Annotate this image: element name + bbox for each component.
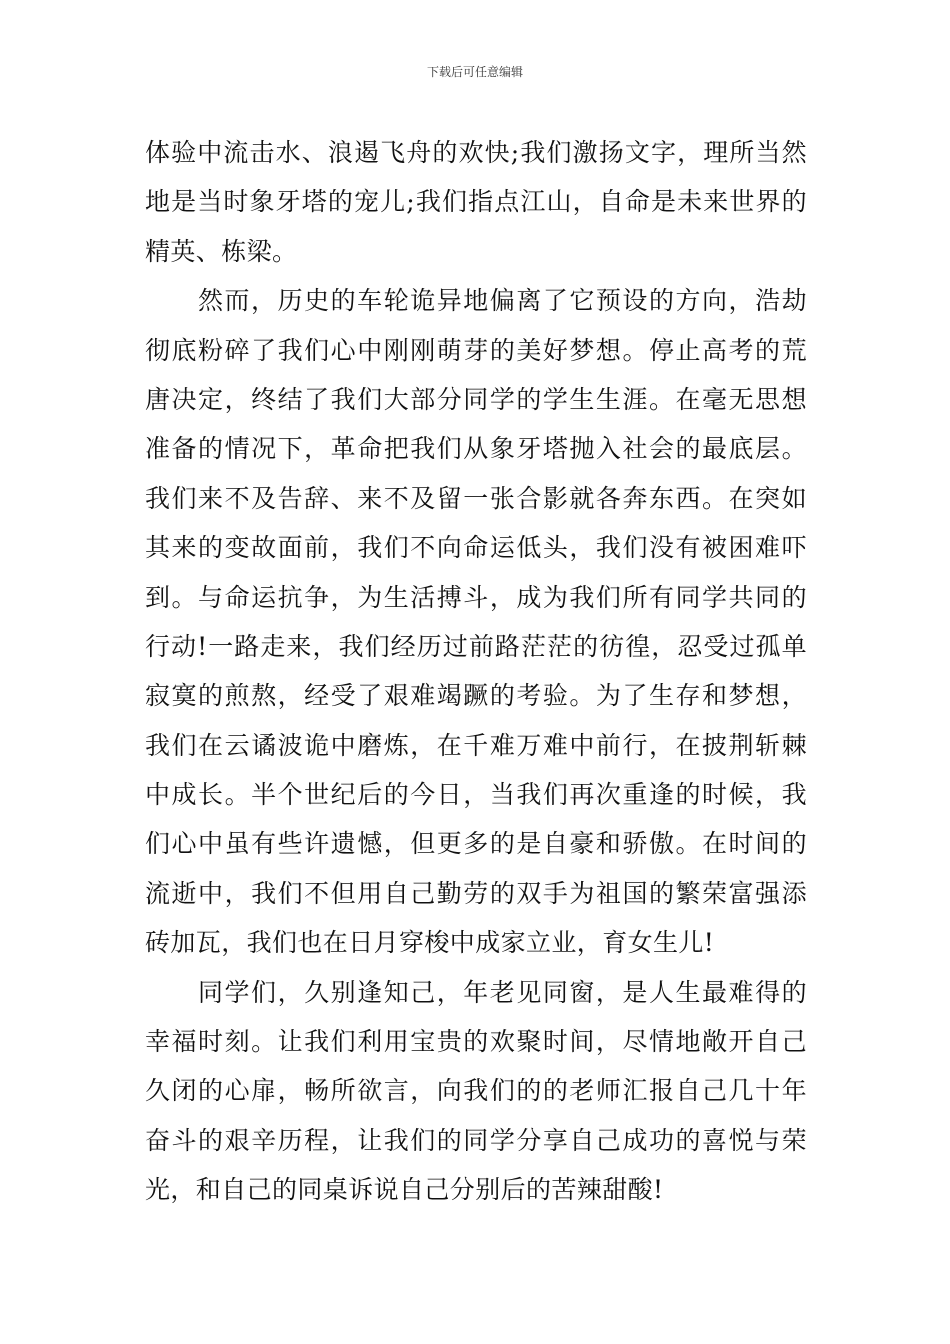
text-line: 流逝中，我们不但用自己勤劳的双手为祖国的繁荣富强添 xyxy=(145,878,807,908)
paragraph xyxy=(145,128,807,276)
text-line: 行动!一路走来，我们经历过前路茫茫的彷徨，忍受过孤单 xyxy=(145,631,807,661)
paragraph xyxy=(145,276,807,967)
text-line: 准备的情况下，革命把我们从象牙塔抛入社会的最底层。 xyxy=(145,434,807,464)
text-line: 光，和自己的同桌诉说自己分别后的苦辣甜酸! xyxy=(145,1175,664,1205)
document-body xyxy=(145,128,807,1215)
text-line: 幸福时刻。让我们利用宝贵的欢聚时间，尽情地敞开自己 xyxy=(145,1027,807,1057)
text-line: 砖加瓦，我们也在日月穿梭中成家立业，育女生儿! xyxy=(145,928,715,958)
paragraph xyxy=(145,968,807,1215)
text-line: 们心中虽有些许遗憾，但更多的是自豪和骄傲。在时间的 xyxy=(145,829,807,859)
text-line: 地是当时象牙塔的宠儿;我们指点江山，自命是未来世界的 xyxy=(145,187,807,217)
text-line: 同学们，久别逢知己，年老见同窗，是人生最难得的 xyxy=(198,977,807,1007)
text-line: 彻底粉碎了我们心中刚刚萌芽的美好梦想。停止高考的荒 xyxy=(145,335,807,365)
text-line: 寂寞的煎熬，经受了艰难竭蹶的考验。为了生存和梦想， xyxy=(145,681,807,711)
text-line: 久闭的心扉，畅所欲言，向我们的的老师汇报自己几十年 xyxy=(145,1076,807,1106)
text-line: 精英、栋梁。 xyxy=(145,236,298,266)
text-line: 我们在云谲波诡中磨炼，在千难万难中前行，在披荆斩棘 xyxy=(145,730,807,760)
text-line: 然而，历史的车轮诡异地偏离了它预设的方向，浩劫 xyxy=(198,286,807,316)
text-line: 到。与命运抗争，为生活搏斗，成为我们所有同学共同的 xyxy=(145,582,807,612)
page-header: 下载后可任意编辑 xyxy=(426,65,523,79)
text-line: 我们来不及告辞、来不及留一张合影就各奔东西。在突如 xyxy=(145,483,807,513)
text-line: 奋斗的艰辛历程，让我们的同学分享自己成功的喜悦与荣 xyxy=(145,1125,807,1155)
text-line: 唐决定，终结了我们大部分同学的学生生涯。在毫无思想 xyxy=(145,384,807,414)
text-line: 中成长。半个世纪后的今日，当我们再次重逢的时候，我 xyxy=(145,780,807,810)
text-line: 其来的变故面前，我们不向命运低头，我们没有被困难吓 xyxy=(145,533,807,563)
text-line: 体验中流击水、浪遏飞舟的欢快;我们激扬文字，理所当然 xyxy=(145,138,807,167)
